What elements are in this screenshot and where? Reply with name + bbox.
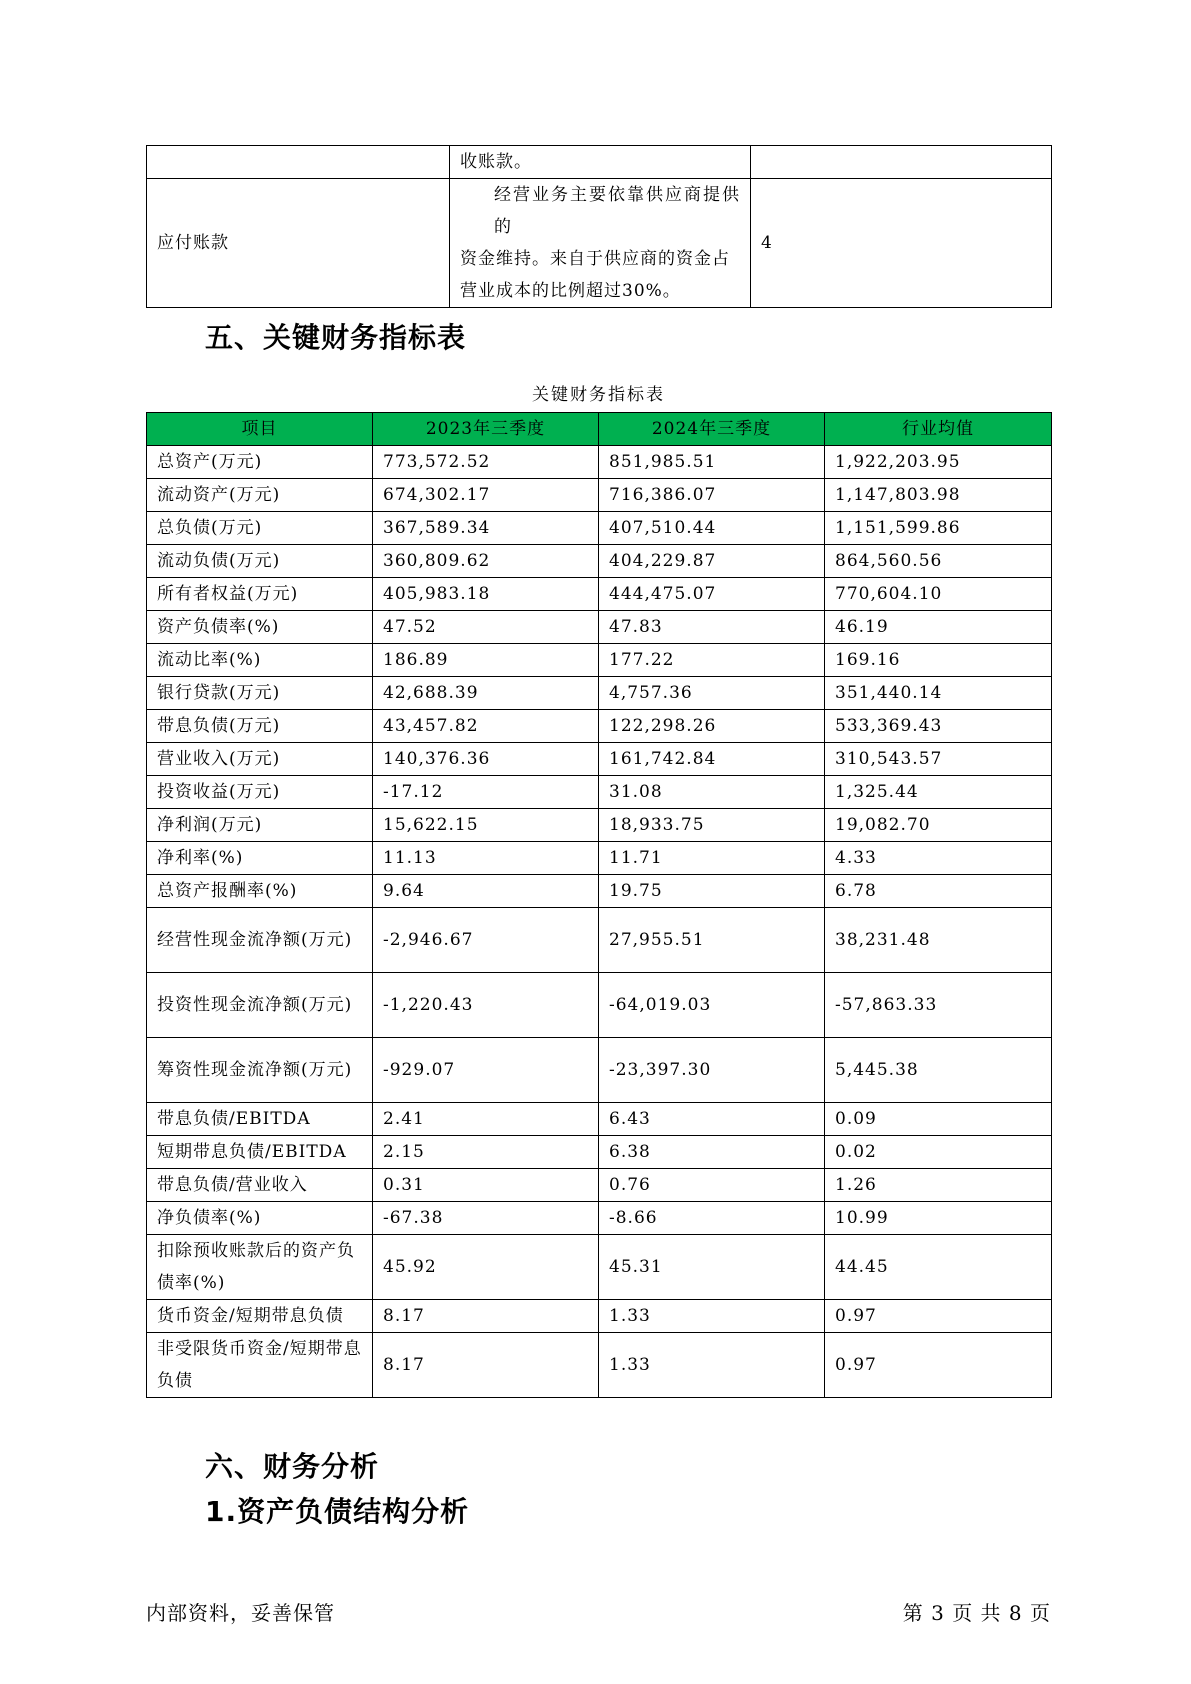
metric-name-cell: 银行贷款(万元) xyxy=(147,677,373,710)
metric-name-cell: 扣除预收账款后的资产负债率(%) xyxy=(147,1235,373,1300)
metric-value-cell: 2.15 xyxy=(373,1136,599,1169)
metric-value-cell: 46.19 xyxy=(825,611,1052,644)
metric-value-cell: 0.09 xyxy=(825,1103,1052,1136)
metric-value-cell: 1.33 xyxy=(599,1333,825,1398)
metric-value-cell: 47.83 xyxy=(599,611,825,644)
metric-value-cell: 1,147,803.98 xyxy=(825,479,1052,512)
metric-value-cell: 177.22 xyxy=(599,644,825,677)
metric-value-cell: 19,082.70 xyxy=(825,809,1052,842)
metric-name-cell: 总资产(万元) xyxy=(147,446,373,479)
metric-value-cell: 716,386.07 xyxy=(599,479,825,512)
table-row xyxy=(147,512,1052,545)
table-row xyxy=(147,1300,1052,1333)
metric-name-cell: 流动资产(万元) xyxy=(147,479,373,512)
metric-value-cell: 6.78 xyxy=(825,875,1052,908)
metric-name-cell: 短期带息负债/EBITDA xyxy=(147,1136,373,1169)
subsection-heading: 1.资产负债结构分析 xyxy=(205,1495,470,1528)
metric-value-cell: 770,604.10 xyxy=(825,578,1052,611)
metric-value-cell: 27,955.51 xyxy=(599,908,825,973)
metric-value-cell: 47.52 xyxy=(373,611,599,644)
metric-value-cell: 407,510.44 xyxy=(599,512,825,545)
table-row xyxy=(147,611,1052,644)
table-row xyxy=(147,875,1052,908)
metric-value-cell: 864,560.56 xyxy=(825,545,1052,578)
header-cell: 项目 xyxy=(147,413,373,446)
metric-value-cell: 11.71 xyxy=(599,842,825,875)
metric-value-cell: 0.02 xyxy=(825,1136,1052,1169)
metric-value-cell: 1.33 xyxy=(599,1300,825,1333)
metric-name-cell: 所有者权益(万元) xyxy=(147,578,373,611)
metric-value-cell: -8.66 xyxy=(599,1202,825,1235)
table-row xyxy=(147,146,1052,179)
table-row xyxy=(147,776,1052,809)
metric-value-cell: 1,325.44 xyxy=(825,776,1052,809)
metric-value-cell: 0.76 xyxy=(599,1169,825,1202)
table-row xyxy=(147,179,1052,308)
metric-value-cell: 405,983.18 xyxy=(373,578,599,611)
metric-name-cell: 流动比率(%) xyxy=(147,644,373,677)
metric-value-cell: 186.89 xyxy=(373,644,599,677)
metric-value-cell: 43,457.82 xyxy=(373,710,599,743)
table-row xyxy=(147,743,1052,776)
header-cell: 2024年三季度 xyxy=(599,413,825,446)
desc-line: 经营业务主要依靠供应商提供的 xyxy=(494,185,740,237)
metric-name-cell: 投资收益(万元) xyxy=(147,776,373,809)
metric-name-cell: 筹资性现金流净额(万元) xyxy=(147,1038,373,1103)
metric-value-cell: -2,946.67 xyxy=(373,908,599,973)
metric-name-cell: 资产负债率(%) xyxy=(147,611,373,644)
metric-value-cell: -1,220.43 xyxy=(373,973,599,1038)
metric-value-cell: 122,298.26 xyxy=(599,710,825,743)
table-row xyxy=(147,446,1052,479)
desc-cell: 收账款。 xyxy=(450,146,751,179)
section-heading: 六、财务分析 xyxy=(205,1450,380,1483)
metric-value-cell: 11.13 xyxy=(373,842,599,875)
desc-cell xyxy=(450,179,751,308)
metric-value-cell: 367,589.34 xyxy=(373,512,599,545)
table-row xyxy=(147,973,1052,1038)
metric-value-cell: 360,809.62 xyxy=(373,545,599,578)
metric-value-cell: 0.97 xyxy=(825,1300,1052,1333)
metric-value-cell: 4,757.36 xyxy=(599,677,825,710)
metric-name-cell: 总负债(万元) xyxy=(147,512,373,545)
metric-value-cell: 444,475.07 xyxy=(599,578,825,611)
metric-value-cell: 6.38 xyxy=(599,1136,825,1169)
metric-name-cell: 投资性现金流净额(万元) xyxy=(147,973,373,1038)
metric-value-cell: 773,572.52 xyxy=(373,446,599,479)
item-cell: 应付账款 xyxy=(147,179,450,308)
table-row xyxy=(147,842,1052,875)
table-row xyxy=(147,578,1052,611)
page-number: 第 3 页 共 8 页 xyxy=(902,1601,1051,1625)
metric-name-cell: 净利润(万元) xyxy=(147,809,373,842)
metric-value-cell: 8.17 xyxy=(373,1333,599,1398)
metric-value-cell: 9.64 xyxy=(373,875,599,908)
metric-value-cell: 4.33 xyxy=(825,842,1052,875)
metric-value-cell: 1.26 xyxy=(825,1169,1052,1202)
table-row xyxy=(147,677,1052,710)
metric-value-cell: -64,019.03 xyxy=(599,973,825,1038)
table-row xyxy=(147,1235,1052,1300)
table-row xyxy=(147,1103,1052,1136)
metric-name-cell: 流动负债(万元) xyxy=(147,545,373,578)
metric-value-cell: 0.97 xyxy=(825,1333,1052,1398)
metric-name-cell: 货币资金/短期带息负债 xyxy=(147,1300,373,1333)
metric-value-cell: 18,933.75 xyxy=(599,809,825,842)
metric-value-cell: 10.99 xyxy=(825,1202,1052,1235)
table-row xyxy=(147,1038,1052,1103)
table-row xyxy=(147,809,1052,842)
item-cell xyxy=(147,146,450,179)
metric-value-cell: 42,688.39 xyxy=(373,677,599,710)
metric-value-cell: 0.31 xyxy=(373,1169,599,1202)
table-row xyxy=(147,1333,1052,1398)
metric-value-cell: 351,440.14 xyxy=(825,677,1052,710)
metric-value-cell: -57,863.33 xyxy=(825,973,1052,1038)
table-caption: 关键财务指标表 xyxy=(532,385,665,405)
metric-value-cell: 169.16 xyxy=(825,644,1052,677)
desc-line: 营业成本的比例超过30%。 xyxy=(460,281,681,301)
metric-value-cell: 140,376.36 xyxy=(373,743,599,776)
footer-note: 内部资料，妥善保管 xyxy=(146,1601,335,1625)
metric-name-cell: 总资产报酬率(%) xyxy=(147,875,373,908)
metric-value-cell: 15,622.15 xyxy=(373,809,599,842)
metric-value-cell: 31.08 xyxy=(599,776,825,809)
metric-value-cell: 45.92 xyxy=(373,1235,599,1300)
metric-name-cell: 净利率(%) xyxy=(147,842,373,875)
top-table xyxy=(146,145,1052,308)
metric-value-cell: 8.17 xyxy=(373,1300,599,1333)
desc-line: 资金维持。来自于供应商的资金占 xyxy=(460,249,730,269)
metric-value-cell: 310,543.57 xyxy=(825,743,1052,776)
metric-value-cell: 533,369.43 xyxy=(825,710,1052,743)
metric-name-cell: 带息负债/EBITDA xyxy=(147,1103,373,1136)
metric-name-cell: 净负债率(%) xyxy=(147,1202,373,1235)
table-row xyxy=(147,1136,1052,1169)
section-heading: 五、关键财务指标表 xyxy=(205,321,467,354)
metric-value-cell: 19.75 xyxy=(599,875,825,908)
score-cell: 4 xyxy=(751,179,1052,308)
table-header-row xyxy=(147,413,1052,446)
metric-value-cell: 44.45 xyxy=(825,1235,1052,1300)
metric-value-cell: -23,397.30 xyxy=(599,1038,825,1103)
metric-value-cell: 1,922,203.95 xyxy=(825,446,1052,479)
header-cell: 行业均值 xyxy=(825,413,1052,446)
metric-value-cell: 2.41 xyxy=(373,1103,599,1136)
metric-value-cell: 161,742.84 xyxy=(599,743,825,776)
table-row xyxy=(147,644,1052,677)
metric-value-cell: 851,985.51 xyxy=(599,446,825,479)
table-row xyxy=(147,1169,1052,1202)
metric-value-cell: 45.31 xyxy=(599,1235,825,1300)
metric-value-cell: 38,231.48 xyxy=(825,908,1052,973)
metric-value-cell: -929.07 xyxy=(373,1038,599,1103)
metrics-table xyxy=(146,412,1052,1398)
metric-name-cell: 营业收入(万元) xyxy=(147,743,373,776)
metric-value-cell: -17.12 xyxy=(373,776,599,809)
score-cell xyxy=(751,146,1052,179)
table-row xyxy=(147,710,1052,743)
metrics-body xyxy=(147,413,1052,1398)
table-row xyxy=(147,908,1052,973)
metric-name-cell: 带息负债/营业收入 xyxy=(147,1169,373,1202)
table-row xyxy=(147,1202,1052,1235)
table-row xyxy=(147,479,1052,512)
metric-name-cell: 经营性现金流净额(万元) xyxy=(147,908,373,973)
metric-name-cell: 带息负债(万元) xyxy=(147,710,373,743)
table-row xyxy=(147,545,1052,578)
metric-value-cell: 404,229.87 xyxy=(599,545,825,578)
metric-value-cell: -67.38 xyxy=(373,1202,599,1235)
metric-value-cell: 1,151,599.86 xyxy=(825,512,1052,545)
header-cell: 2023年三季度 xyxy=(373,413,599,446)
metric-value-cell: 6.43 xyxy=(599,1103,825,1136)
metric-value-cell: 674,302.17 xyxy=(373,479,599,512)
metric-value-cell: 5,445.38 xyxy=(825,1038,1052,1103)
metric-name-cell: 非受限货币资金/短期带息负债 xyxy=(147,1333,373,1398)
